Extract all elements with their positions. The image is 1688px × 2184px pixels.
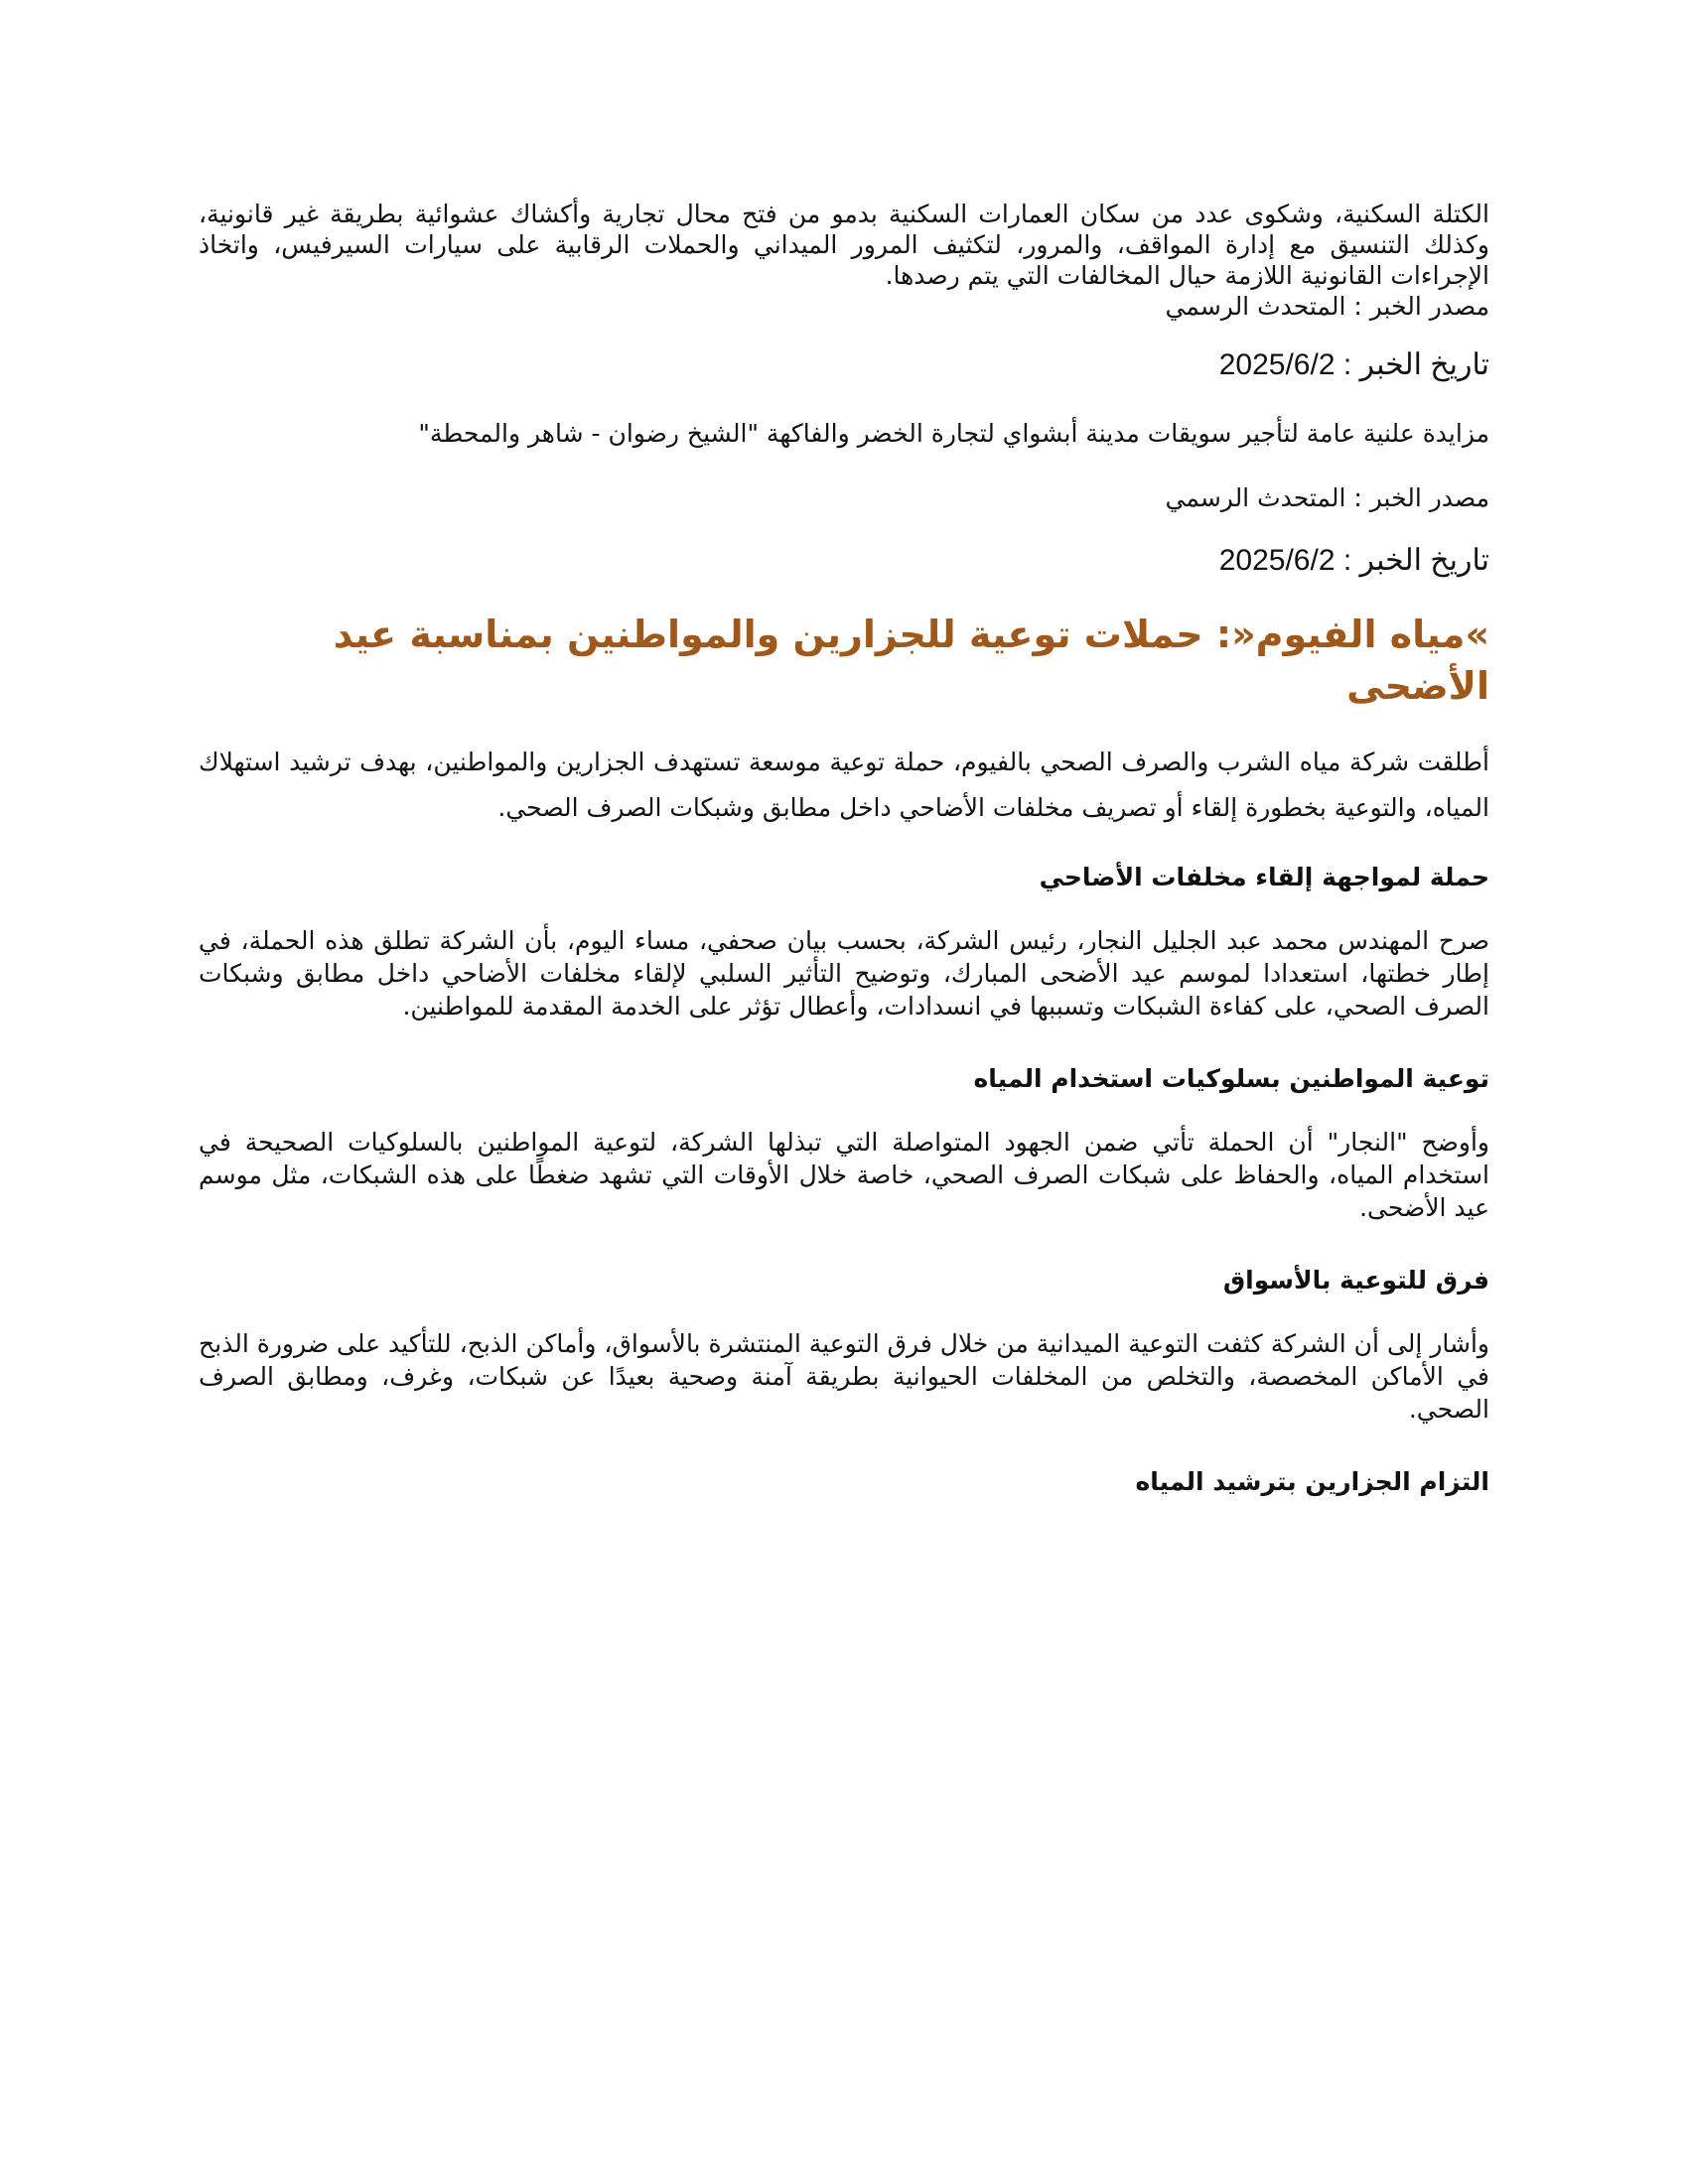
document-page <box>199 199 1489 1499</box>
section-heading: فرق للتوعية بالأسواق <box>1222 1266 1489 1295</box>
news-date <box>199 541 1489 581</box>
article-intro: أطلقت شركة مياه الشرب والصرف الصحي بالفيوم، حملة توعية موسعة تستهدف الجزارين والمواطنين، بهدف ترشيد استهلاك المياه، والتوعية بخطورة إلقاء أو تصريف مخلفات الأضاحي داخل مطابق وشبكات الصرف الصحي. <box>199 748 1489 822</box>
article-headline: »مياه الفيوم«: حملات توعية للجزارين والمواطنين بمناسبة عيد الأضحى <box>333 613 1489 708</box>
top-paragraph: الكتلة السكنية، وشكوى عدد من سكان العمارات السكنية بدمو من فتح محال تجارية وأكشاك عشوائية بطريقة غير قانونية، وكذلك التنسيق مع إدارة المواقف، والمرور، لتكثيف المرور الميداني والحملات الرقابية على سيارات السيرفيس، واتخاذ الإجراءات القانونية اللازمة حيال المخالفات التي يتم رصدها. <box>199 200 1489 290</box>
section-heading: توعية المواطنين بسلوكيات استخدام المياه <box>973 1064 1489 1093</box>
date-label: تاريخ الخبر : <box>1335 348 1489 381</box>
section-body: وأشار إلى أن الشركة كثفت التوعية الميدانية من خلال فرق التوعية المنتشرة بالأسواق، وأماكن الذبح، للتأكيد على ضرورة الذبح في الأماكن المخصصة، والتخلص من المخلفات الحيوانية بطريقة آمنة وصحية بعيدًا عن شبكات، وغرف، ومطابق الصرف الصحي. <box>199 1329 1489 1424</box>
date-value: 2025/6/2 <box>1218 544 1336 577</box>
auction-announcement: مزايدة علنية عامة لتأجير سويقات مدينة أبشواي لتجارة الخضر والفاكهة "الشيخ رضوان - شاهر والمحطة" <box>418 419 1489 448</box>
section-body: وأوضح "النجار" أن الحملة تأتي ضمن الجهود المتواصلة التي تبذلها الشركة، لتوعية المواطنين بالسلوكيات الصحيحة في استخدام المياه، والحفاظ على شبكات الصرف الصحي، خاصة خلال الأوقات التي تشهد ضغطًا على هذه الشبكات، مثل موسم عيد الأضحى. <box>199 1128 1489 1222</box>
date-value: 2025/6/2 <box>1218 348 1336 381</box>
section-heading: حملة لمواجهة إلقاء مخلفات الأضاحي <box>1039 863 1489 891</box>
news-source: مصدر الخبر : المتحدث الرسمي <box>1165 483 1489 512</box>
section-heading: التزام الجزارين بترشيد المياه <box>1135 1467 1489 1496</box>
section-body: صرح المهندس محمد عبد الجليل النجار، رئيس الشركة، بحسب بيان صحفي، مساء اليوم، بأن الشركة تطلق هذه الحملة، في إطار خطتها، استعدادا لموسم عيد الأضحى المبارك، وتوضيح التأثير السلبي لإلقاء مخلفات الأضاحي داخل مطابق وشبكات الصرف الصحي، على كفاءة الشبكات وتسببها في انسدادات، وأعطال تؤثر على الخدمة المقدمة للمواطنين. <box>199 926 1489 1021</box>
news-source: مصدر الخبر : المتحدث الرسمي <box>1165 292 1489 321</box>
date-label: تاريخ الخبر : <box>1335 544 1489 577</box>
news-date <box>199 345 1489 385</box>
